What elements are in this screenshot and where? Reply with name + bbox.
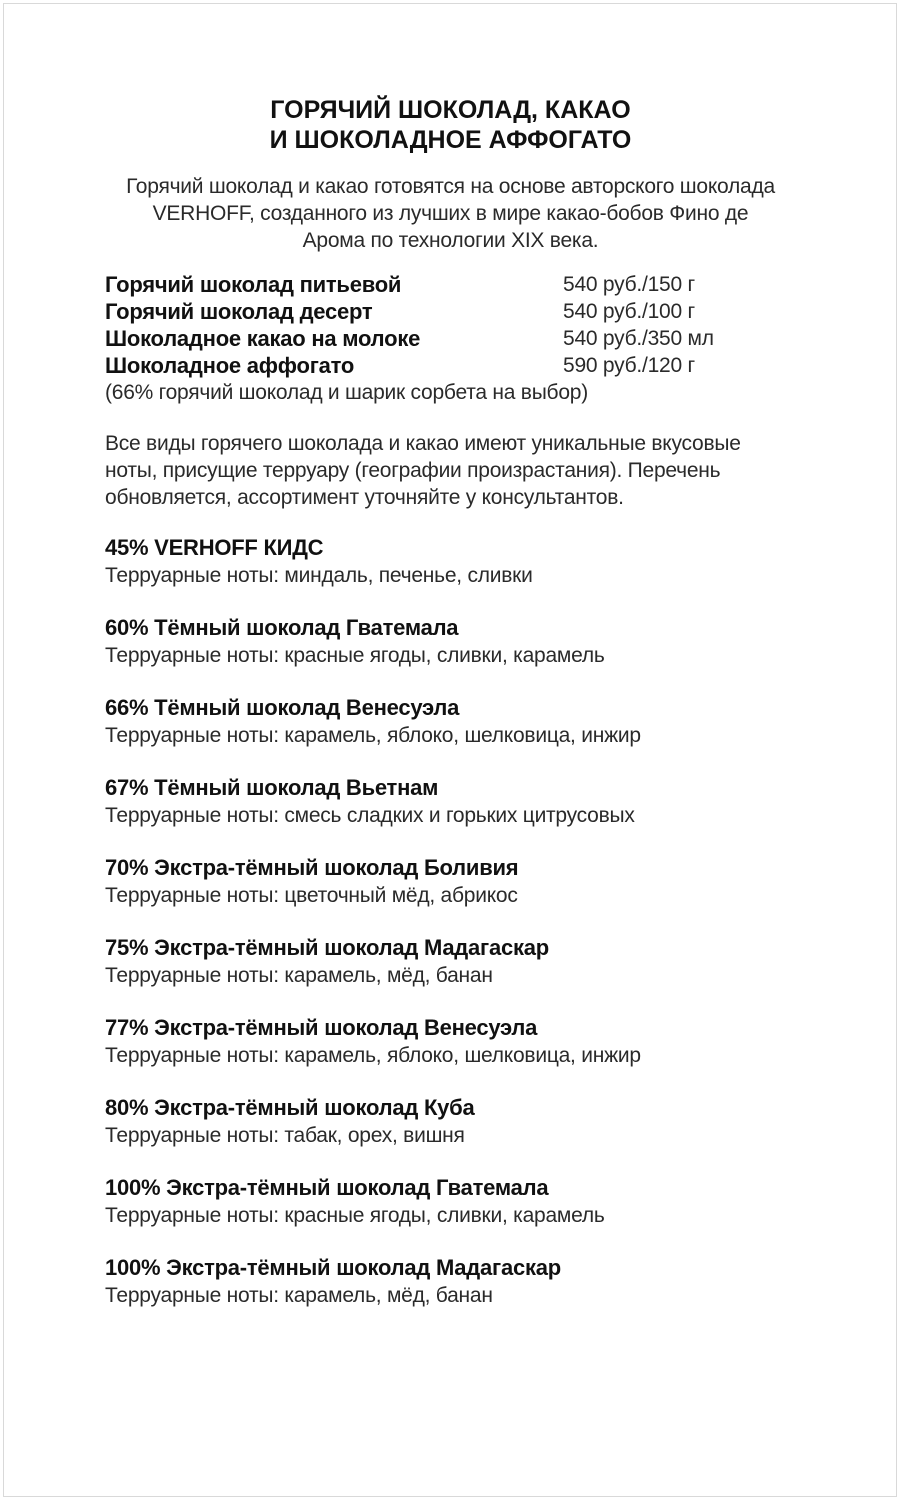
variety-section bbox=[105, 774, 796, 829]
variety-section bbox=[105, 1014, 796, 1069]
price-item-name: Шоколадное какао на молоке bbox=[105, 325, 421, 351]
variety-notes: Терруарные ноты: карамель, яблоко, шелковица, инжир bbox=[105, 723, 641, 747]
variety-notes: Терруарные ноты: табак, орех, вишня bbox=[105, 1123, 465, 1147]
variety-section bbox=[105, 934, 796, 989]
variety-heading: 70% Экстра-тёмный шоколад Боливия bbox=[105, 854, 519, 880]
variety-heading: 75% Экстра-тёмный шоколад Мадагаскар bbox=[105, 934, 549, 960]
variety-notes: Терруарные ноты: смесь сладких и горьких цитрусовых bbox=[105, 803, 635, 827]
menu-page bbox=[3, 3, 897, 1497]
page-title-line2: И ШОКОЛАДНОЕ АФФОГАТО bbox=[269, 125, 632, 154]
variety-section bbox=[105, 854, 796, 909]
variety-heading: 100% Экстра-тёмный шоколад Гватемала bbox=[105, 1174, 549, 1200]
variety-section bbox=[105, 694, 796, 749]
variety-heading: 100% Экстра-тёмный шоколад Мадагаскар bbox=[105, 1254, 561, 1280]
variety-section bbox=[105, 614, 796, 669]
variety-notes: Терруарные ноты: карамель, мёд, банан bbox=[105, 1283, 493, 1307]
terroir-paragraph: Все виды горячего шоколада и какао имеют уникальные вкусовые ноты, присущие терруару (географии произрастания). Перечень обновляется, ассортимент уточняйте у консультантов. bbox=[105, 431, 741, 509]
variety-heading: 60% Тёмный шоколад Гватемала bbox=[105, 614, 459, 640]
variety-section bbox=[105, 1174, 796, 1229]
variety-notes: Терруарные ноты: красные ягоды, сливки, карамель bbox=[105, 643, 605, 667]
price-item-value: 590 руб./120 г bbox=[563, 353, 695, 377]
variety-heading: 45% VERHOFF КИДС bbox=[105, 534, 324, 560]
variety-heading: 80% Экстра-тёмный шоколад Куба bbox=[105, 1094, 475, 1120]
price-row bbox=[105, 325, 796, 352]
price-item-value: 540 руб./100 г bbox=[563, 299, 695, 323]
variety-notes: Терруарные ноты: красные ягоды, сливки, карамель bbox=[105, 1203, 605, 1227]
variety-notes: Терруарные ноты: карамель, яблоко, шелковица, инжир bbox=[105, 1043, 641, 1067]
price-list bbox=[105, 271, 796, 406]
variety-heading: 67% Тёмный шоколад Вьетнам bbox=[105, 774, 439, 800]
variety-heading: 66% Тёмный шоколад Венесуэла bbox=[105, 694, 460, 720]
variety-section bbox=[105, 1254, 796, 1309]
price-item-name: Горячий шоколад десерт bbox=[105, 298, 373, 324]
price-item-value: 540 руб./150 г bbox=[563, 272, 695, 296]
page-title-line1: ГОРЯЧИЙ ШОКОЛАД, КАКАО bbox=[270, 95, 631, 124]
variety-heading: 77% Экстра-тёмный шоколад Венесуэла bbox=[105, 1014, 538, 1040]
affogato-note: (66% горячий шоколад и шарик сорбета на выбор) bbox=[105, 380, 588, 404]
variety-section bbox=[105, 1094, 796, 1149]
intro-text: Горячий шоколад и какао готовятся на основе авторского шоколада VERHOFF, созданного из лучших в мире какао-бобов Фино де Арома по технологии XIX века. bbox=[126, 174, 775, 252]
price-item-name: Горячий шоколад питьевой bbox=[105, 271, 402, 297]
price-row bbox=[105, 352, 796, 379]
variety-notes: Терруарные ноты: цветочный мёд, абрикос bbox=[105, 883, 518, 907]
price-item-value: 540 руб./350 мл bbox=[563, 326, 714, 350]
variety-notes: Терруарные ноты: миндаль, печенье, сливки bbox=[105, 563, 533, 587]
variety-notes: Терруарные ноты: карамель, мёд, банан bbox=[105, 963, 493, 987]
variety-section bbox=[105, 534, 796, 589]
varieties-list bbox=[105, 534, 796, 1309]
price-item-name: Шоколадное аффогато bbox=[105, 352, 355, 378]
price-row bbox=[105, 298, 796, 325]
price-row bbox=[105, 271, 796, 298]
page-title bbox=[105, 95, 796, 155]
